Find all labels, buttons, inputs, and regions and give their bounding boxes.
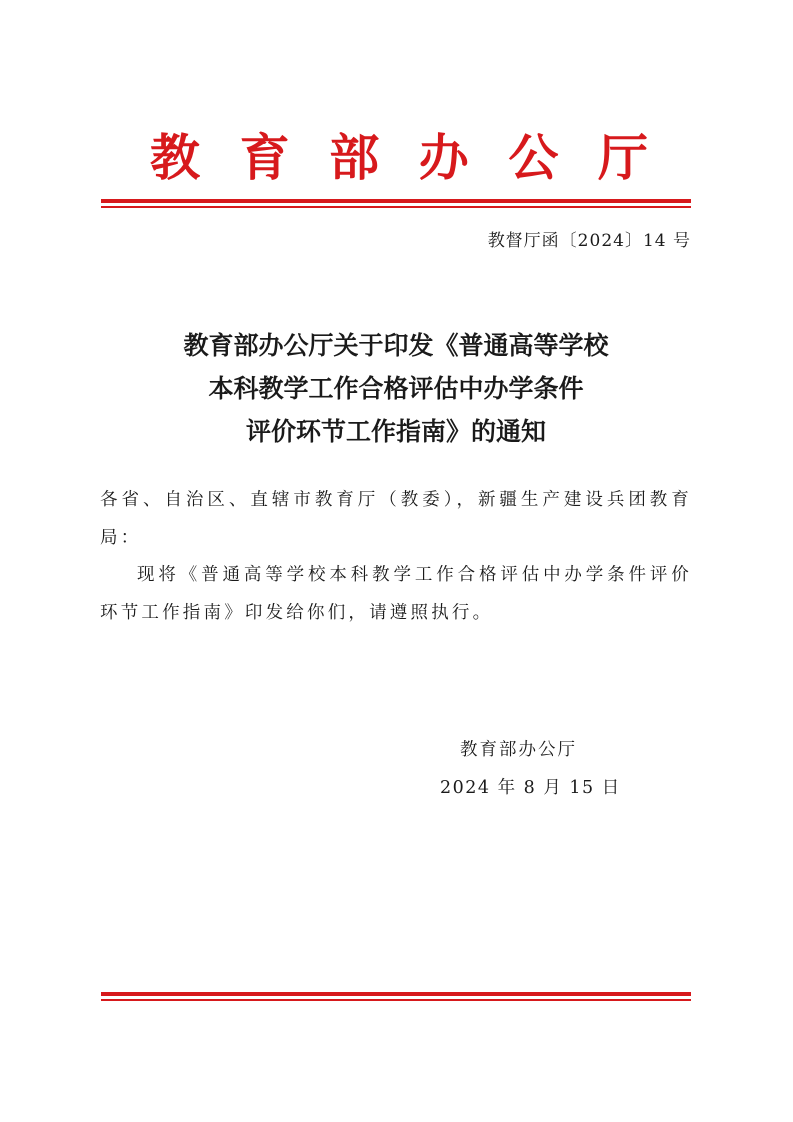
- masthead-char: 育: [239, 128, 290, 187]
- footer-divider-thick: [101, 992, 691, 996]
- signature-organization: 教育部办公厅: [460, 740, 577, 760]
- masthead-title: [100, 128, 692, 188]
- salutation: 各省、自治区、直辖市教育厅（教委），新疆生产建设兵团教育局：: [100, 490, 692, 548]
- masthead-char: 部: [329, 128, 380, 187]
- title-line: 教育部办公厅关于印发《普通高等学校: [183, 331, 609, 360]
- masthead-char: 教: [150, 128, 200, 187]
- footer-divider-thin: [101, 999, 691, 1001]
- masthead-char: 公: [508, 128, 559, 187]
- document-body: [100, 482, 692, 632]
- title-line: 本科教学工作合格评估中办学条件: [208, 374, 584, 403]
- masthead-divider-thin: [101, 206, 691, 208]
- masthead-char: 厅: [597, 128, 648, 187]
- masthead-divider-thick: [101, 199, 691, 203]
- signature-date: 2024 年 8 月 15 日: [440, 778, 621, 798]
- document-title: [100, 324, 692, 453]
- masthead-char: 办: [418, 128, 469, 187]
- title-line: 评价环节工作指南》的通知: [245, 417, 546, 446]
- document-number: 教督厅函〔2024〕14 号: [487, 231, 691, 251]
- body-paragraph: 现将《普通高等学校本科教学工作合格评估中办学条件评价环节工作指南》印发给你们，请遵照执行。: [100, 565, 692, 623]
